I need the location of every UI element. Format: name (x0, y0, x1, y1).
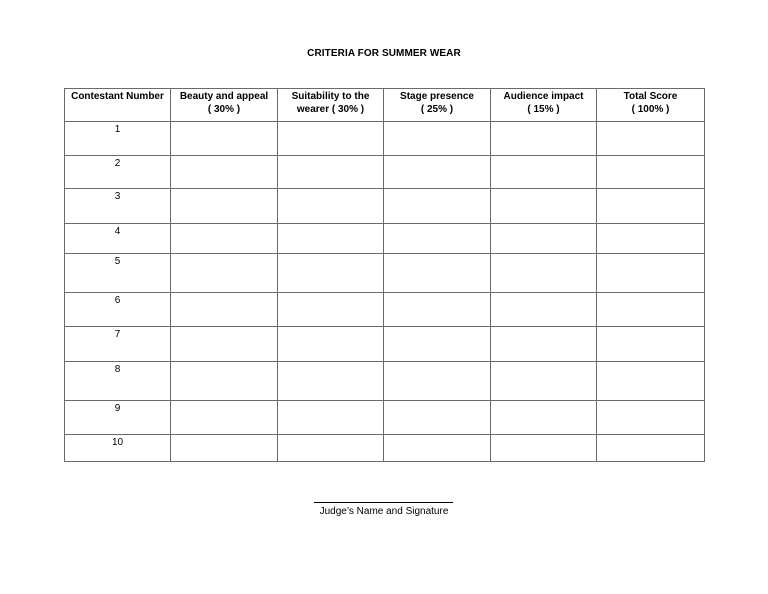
audience-impact-score-cell[interactable] (491, 362, 597, 401)
total-score-cell[interactable] (597, 293, 705, 327)
table-row (65, 293, 705, 327)
suitability-score-cell[interactable] (278, 401, 384, 435)
beauty-score-cell[interactable] (171, 435, 278, 462)
contestant-number-cell: 4 (65, 224, 171, 254)
form-title: CRITERIA FOR SUMMER WEAR (307, 48, 461, 59)
suitability-score-cell[interactable] (278, 362, 384, 401)
suitability-score-cell[interactable] (278, 254, 384, 293)
table-row (65, 156, 705, 189)
signature-line[interactable] (314, 502, 453, 503)
total-score-cell[interactable] (597, 122, 705, 156)
beauty-score-cell[interactable] (171, 362, 278, 401)
contestant-number-cell: 1 (65, 122, 171, 156)
total-score-cell[interactable] (597, 327, 705, 362)
table-row (65, 327, 705, 362)
audience-impact-score-cell[interactable] (491, 254, 597, 293)
stage-presence-score-cell[interactable] (384, 293, 491, 327)
audience-impact-score-cell[interactable] (491, 435, 597, 462)
total-score-cell[interactable] (597, 362, 705, 401)
header-suitability-to-wearer: Suitability to the wearer ( 30% ) (278, 89, 384, 122)
audience-impact-score-cell[interactable] (491, 189, 597, 224)
stage-presence-score-cell[interactable] (384, 327, 491, 362)
contestant-number-cell: 3 (65, 189, 171, 224)
contestant-number-cell: 2 (65, 156, 171, 189)
audience-impact-score-cell[interactable] (491, 156, 597, 189)
table-row (65, 189, 705, 224)
contestant-number-cell: 8 (65, 362, 171, 401)
signature-label: Judge’s Name and Signature (319, 506, 449, 517)
suitability-score-cell[interactable] (278, 156, 384, 189)
stage-presence-score-cell[interactable] (384, 189, 491, 224)
table-row (65, 401, 705, 435)
total-score-cell[interactable] (597, 156, 705, 189)
beauty-score-cell[interactable] (171, 224, 278, 254)
table-row (65, 122, 705, 156)
audience-impact-score-cell[interactable] (491, 401, 597, 435)
table-row (65, 435, 705, 462)
stage-presence-score-cell[interactable] (384, 156, 491, 189)
suitability-score-cell[interactable] (278, 189, 384, 224)
suitability-score-cell[interactable] (278, 224, 384, 254)
audience-impact-score-cell[interactable] (491, 327, 597, 362)
contestant-number-cell: 10 (65, 435, 171, 462)
stage-presence-score-cell[interactable] (384, 362, 491, 401)
stage-presence-score-cell[interactable] (384, 254, 491, 293)
beauty-score-cell[interactable] (171, 254, 278, 293)
table-row (65, 254, 705, 293)
header-contestant-number: Contestant Number (65, 89, 171, 122)
stage-presence-score-cell[interactable] (384, 401, 491, 435)
stage-presence-score-cell[interactable] (384, 224, 491, 254)
audience-impact-score-cell[interactable] (491, 224, 597, 254)
beauty-score-cell[interactable] (171, 293, 278, 327)
beauty-score-cell[interactable] (171, 122, 278, 156)
total-score-cell[interactable] (597, 189, 705, 224)
suitability-score-cell[interactable] (278, 327, 384, 362)
beauty-score-cell[interactable] (171, 327, 278, 362)
total-score-cell[interactable] (597, 254, 705, 293)
beauty-score-cell[interactable] (171, 401, 278, 435)
audience-impact-score-cell[interactable] (491, 122, 597, 156)
header-stage-presence: Stage presence ( 25% ) (384, 89, 491, 122)
total-score-cell[interactable] (597, 224, 705, 254)
table-row (65, 224, 705, 254)
beauty-score-cell[interactable] (171, 156, 278, 189)
beauty-score-cell[interactable] (171, 189, 278, 224)
contestant-number-cell: 6 (65, 293, 171, 327)
table-header-row (65, 89, 705, 122)
table-row (65, 362, 705, 401)
suitability-score-cell[interactable] (278, 435, 384, 462)
contestant-number-cell: 7 (65, 327, 171, 362)
header-total-score: Total Score ( 100% ) (597, 89, 705, 122)
total-score-cell[interactable] (597, 401, 705, 435)
contestant-number-cell: 5 (65, 254, 171, 293)
criteria-score-table (64, 88, 705, 462)
stage-presence-score-cell[interactable] (384, 122, 491, 156)
header-audience-impact: Audience impact ( 15% ) (491, 89, 597, 122)
contestant-number-cell: 9 (65, 401, 171, 435)
audience-impact-score-cell[interactable] (491, 293, 597, 327)
suitability-score-cell[interactable] (278, 293, 384, 327)
stage-presence-score-cell[interactable] (384, 435, 491, 462)
header-beauty-and-appeal: Beauty and appeal ( 30% ) (171, 89, 278, 122)
suitability-score-cell[interactable] (278, 122, 384, 156)
total-score-cell[interactable] (597, 435, 705, 462)
